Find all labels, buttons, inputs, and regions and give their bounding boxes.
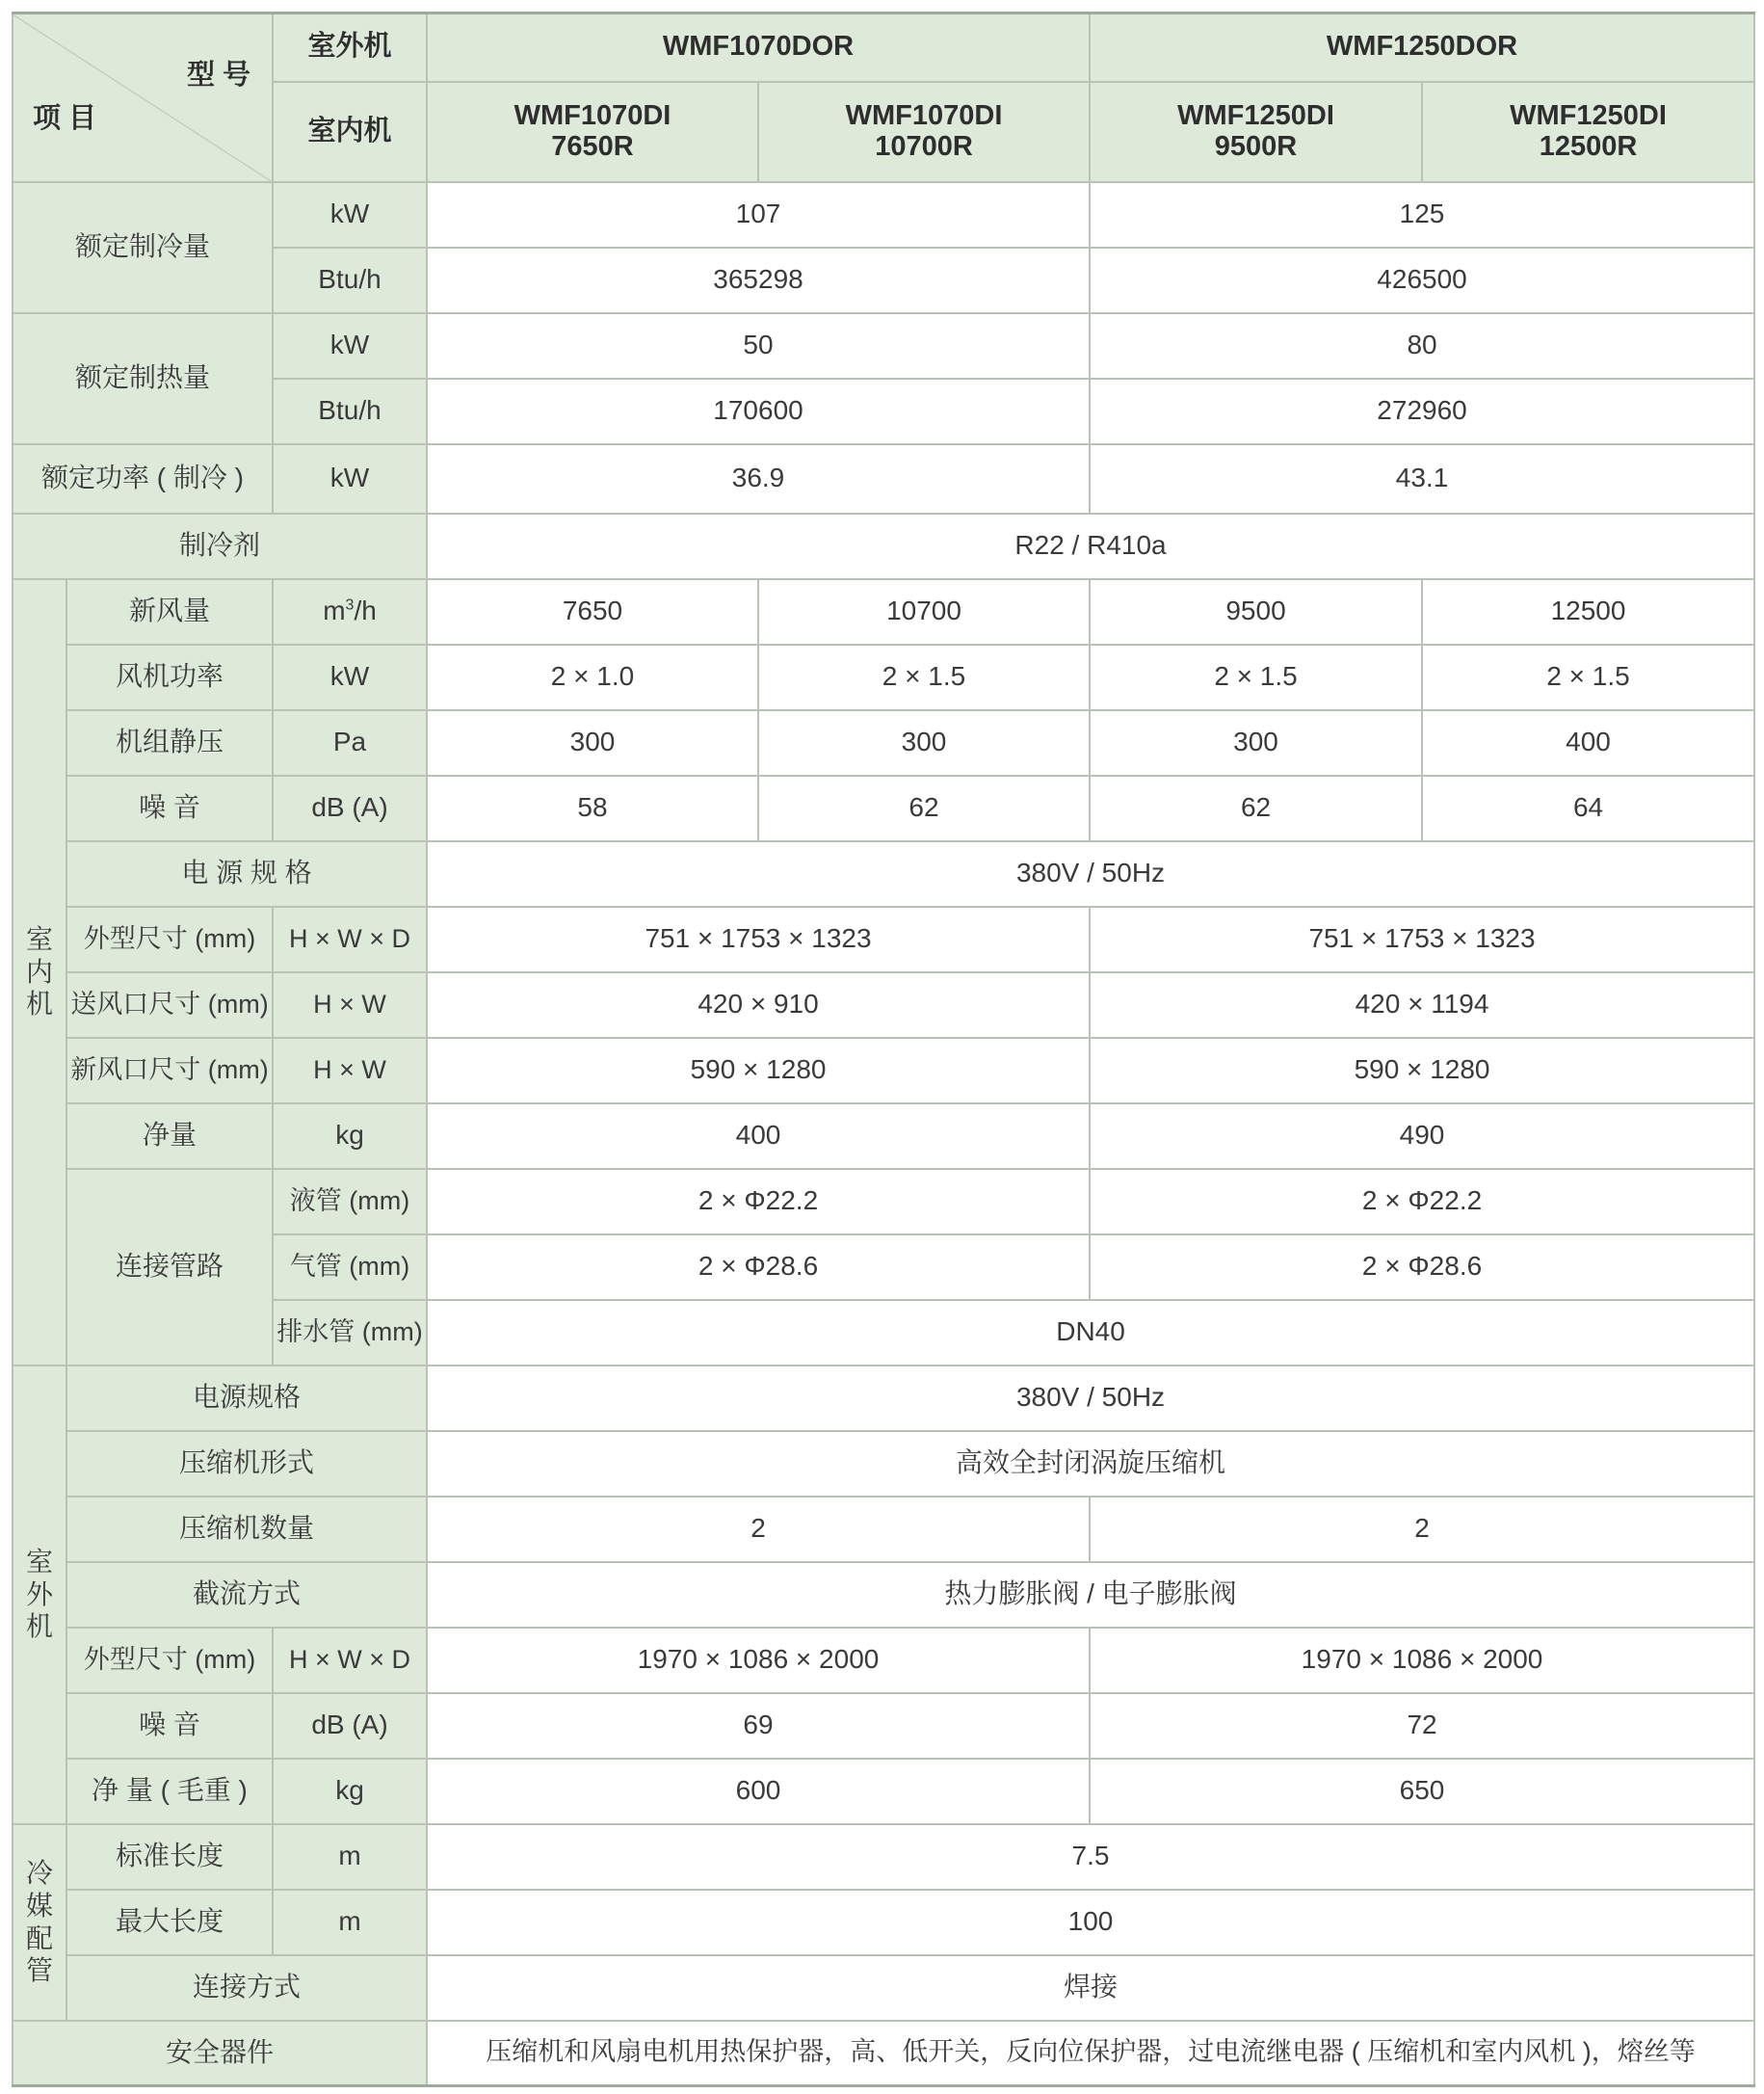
- indoor-weight-row: [13, 1103, 1754, 1169]
- heating-kw-row: [13, 313, 1754, 379]
- heating-kw-unit: kW: [273, 313, 427, 379]
- indoor-model-2-line1: WMF1070DI: [845, 99, 1003, 131]
- max-length-unit: m: [273, 1890, 427, 1955]
- throttle-label: 截流方式: [66, 1562, 427, 1628]
- standard-length-value: 7.5: [427, 1824, 1754, 1890]
- fresh-air-unit-sup: 3: [345, 596, 355, 614]
- outdoor-noise-unit: dB (A): [273, 1693, 427, 1759]
- fresh-inlet-value-2: 590 × 1280: [1090, 1038, 1754, 1103]
- standard-length-unit: m: [273, 1824, 427, 1890]
- piping-group-label: [13, 1824, 66, 2021]
- fan-power-value-4: 2 × 1.5: [1422, 645, 1754, 710]
- static-pressure-label: 机组静压: [66, 710, 273, 776]
- standard-length-row: [13, 1824, 1754, 1890]
- indoor-model-1-line2: 7650R: [551, 130, 634, 162]
- supply-outlet-value-1: 420 × 910: [427, 972, 1090, 1038]
- indoor-dimensions-unit: H × W × D: [273, 907, 427, 972]
- header-row-outdoor: [13, 13, 1754, 82]
- fan-power-value-1: 2 × 1.0: [427, 645, 758, 710]
- indoor-model-4: [1422, 82, 1754, 182]
- fresh-inlet-unit: H × W: [273, 1038, 427, 1103]
- indoor-model-4-line1: WMF1250DI: [1510, 99, 1667, 131]
- fresh-air-label: 新风量: [66, 579, 273, 645]
- drain-pipe-value: DN40: [427, 1300, 1754, 1365]
- indoor-noise-unit: dB (A): [273, 776, 427, 841]
- power-label: 额定功率 ( 制冷 ): [13, 444, 273, 514]
- outdoor-unit-header: 室外机: [273, 13, 427, 82]
- indoor-weight-value-2: 490: [1090, 1103, 1754, 1169]
- outdoor-dimensions-value-1: 1970 × 1086 × 2000: [427, 1628, 1090, 1693]
- power-value-1: 36.9: [427, 444, 1090, 514]
- fan-power-value-2: 2 × 1.5: [758, 645, 1090, 710]
- compressor-count-row: [13, 1497, 1754, 1562]
- outdoor-dimensions-row: [13, 1628, 1754, 1693]
- indoor-power-supply-label: 电 源 规 格: [66, 841, 427, 907]
- piping-group-text: 冷媒配管: [25, 1858, 53, 1986]
- cooling-kw-unit: kW: [273, 182, 427, 248]
- outdoor-weight-value-2: 650: [1090, 1759, 1754, 1824]
- safety-row: [13, 2021, 1754, 2086]
- heating-btu-value-2: 272960: [1090, 379, 1754, 444]
- outdoor-weight-row: [13, 1759, 1754, 1824]
- compressor-count-value-1: 2: [427, 1497, 1090, 1562]
- indoor-model-4-line2: 12500R: [1539, 130, 1638, 162]
- outdoor-noise-row: [13, 1693, 1754, 1759]
- cooling-btu-value-2: 426500: [1090, 248, 1754, 313]
- refrigerant-row: [13, 514, 1754, 579]
- indoor-dimensions-value-1: 751 × 1753 × 1323: [427, 907, 1090, 972]
- supply-outlet-unit: H × W: [273, 972, 427, 1038]
- item-label: 项 目: [33, 102, 97, 134]
- cooling-btu-unit: Btu/h: [273, 248, 427, 313]
- cooling-label: 额定制冷量: [13, 182, 273, 313]
- liquid-pipe-row: [13, 1169, 1754, 1234]
- fresh-air-value-2: 10700: [758, 579, 1090, 645]
- fresh-inlet-label: 新风口尺寸 (mm): [66, 1038, 273, 1103]
- power-unit: kW: [273, 444, 427, 514]
- outdoor-power-supply-label: 电源规格: [66, 1365, 427, 1431]
- liquid-pipe-label: 液管 (mm): [273, 1169, 427, 1234]
- indoor-model-3-line2: 9500R: [1214, 130, 1298, 162]
- fresh-air-value-4: 12500: [1422, 579, 1754, 645]
- outdoor-noise-value-1: 69: [427, 1693, 1090, 1759]
- throttle-row: [13, 1562, 1754, 1628]
- indoor-model-2-line2: 10700R: [875, 130, 973, 162]
- indoor-weight-unit: kg: [273, 1103, 427, 1169]
- refrigerant-label: 制冷剂: [13, 514, 427, 579]
- indoor-model-1: [427, 82, 758, 182]
- fan-power-unit: kW: [273, 645, 427, 710]
- header-row-indoor: [13, 82, 1754, 182]
- indoor-noise-label: 噪 音: [66, 776, 273, 841]
- fresh-air-unit-tail: /h: [354, 596, 377, 626]
- static-pressure-value-4: 400: [1422, 710, 1754, 776]
- piping-label: 连接管路: [66, 1169, 273, 1365]
- indoor-power-supply-value: 380V / 50Hz: [427, 841, 1754, 907]
- outdoor-group-text: 室外机: [25, 1547, 53, 1642]
- outdoor-weight-unit: kg: [273, 1759, 427, 1824]
- max-length-label: 最大长度: [66, 1890, 273, 1955]
- indoor-noise-value-1: 58: [427, 776, 758, 841]
- gas-pipe-value-1: 2 × Φ28.6: [427, 1234, 1090, 1300]
- indoor-model-2: [758, 82, 1090, 182]
- gas-pipe-label: 气管 (mm): [273, 1234, 427, 1300]
- indoor-noise-value-2: 62: [758, 776, 1090, 841]
- indoor-unit-header: 室内机: [273, 82, 427, 182]
- indoor-dimensions-value-2: 751 × 1753 × 1323: [1090, 907, 1754, 972]
- outdoor-power-supply-value: 380V / 50Hz: [427, 1365, 1754, 1431]
- header-corner: [13, 13, 273, 182]
- indoor-power-supply-row: [13, 841, 1754, 907]
- connection-label: 连接方式: [66, 1955, 427, 2021]
- outdoor-noise-value-2: 72: [1090, 1693, 1754, 1759]
- type-label: 型 号: [186, 60, 250, 91]
- indoor-group-text: 室内机: [25, 924, 53, 1020]
- static-pressure-value-2: 300: [758, 710, 1090, 776]
- cooling-kw-row: [13, 182, 1754, 248]
- supply-outlet-value-2: 420 × 1194: [1090, 972, 1754, 1038]
- outdoor-power-supply-row: [13, 1365, 1754, 1431]
- safety-value: 压缩机和风扇电机用热保护器，高、低开关，反向位保护器，过电流继电器 ( 压缩机和室内风机 )，熔丝等: [427, 2021, 1754, 2086]
- outdoor-weight-label: 净 量 ( 毛重 ): [66, 1759, 273, 1824]
- fresh-air-unit-base: m: [323, 596, 346, 626]
- indoor-weight-value-1: 400: [427, 1103, 1090, 1169]
- fresh-inlet-row: [13, 1038, 1754, 1103]
- static-pressure-value-1: 300: [427, 710, 758, 776]
- power-value-2: 43.1: [1090, 444, 1754, 514]
- safety-label: 安全器件: [13, 2021, 427, 2086]
- heating-btu-row: [13, 379, 1754, 444]
- indoor-noise-value-3: 62: [1090, 776, 1422, 841]
- indoor-weight-label: 净量: [66, 1103, 273, 1169]
- fan-power-value-3: 2 × 1.5: [1090, 645, 1422, 710]
- outdoor-model-1: WMF1070DOR: [427, 13, 1090, 82]
- outdoor-dimensions-unit: H × W × D: [273, 1628, 427, 1693]
- connection-value: 焊接: [427, 1955, 1754, 2021]
- heating-kw-value-2: 80: [1090, 313, 1754, 379]
- standard-length-label: 标准长度: [66, 1824, 273, 1890]
- outdoor-dimensions-label: 外型尺寸 (mm): [66, 1628, 273, 1693]
- heating-label: 额定制热量: [13, 313, 273, 444]
- indoor-group-label: [13, 579, 66, 1365]
- static-pressure-value-3: 300: [1090, 710, 1422, 776]
- outdoor-weight-value-1: 600: [427, 1759, 1090, 1824]
- indoor-model-3-line1: WMF1250DI: [1177, 99, 1334, 131]
- compressor-count-value-2: 2: [1090, 1497, 1754, 1562]
- compressor-type-row: [13, 1431, 1754, 1497]
- compressor-type-value: 高效全封闭涡旋压缩机: [427, 1431, 1754, 1497]
- fresh-air-value-1: 7650: [427, 579, 758, 645]
- outdoor-dimensions-value-2: 1970 × 1086 × 2000: [1090, 1628, 1754, 1693]
- static-pressure-row: [13, 710, 1754, 776]
- cooling-btu-row: [13, 248, 1754, 313]
- heating-kw-value-1: 50: [427, 313, 1090, 379]
- drain-pipe-label: 排水管 (mm): [273, 1300, 427, 1365]
- compressor-count-label: 压缩机数量: [66, 1497, 427, 1562]
- fresh-air-unit: [273, 579, 427, 645]
- indoor-model-1-line1: WMF1070DI: [513, 99, 671, 131]
- connection-row: [13, 1955, 1754, 2021]
- drain-pipe-row: [13, 1300, 1754, 1365]
- fan-power-row: [13, 645, 1754, 710]
- indoor-noise-value-4: 64: [1422, 776, 1754, 841]
- throttle-value: 热力膨胀阀 / 电子膨胀阀: [427, 1562, 1754, 1628]
- refrigerant-value: R22 / R410a: [427, 514, 1754, 579]
- indoor-dimensions-label: 外型尺寸 (mm): [66, 907, 273, 972]
- indoor-dimensions-row: [13, 907, 1754, 972]
- liquid-pipe-value-1: 2 × Φ22.2: [427, 1169, 1090, 1234]
- supply-outlet-label: 送风口尺寸 (mm): [66, 972, 273, 1038]
- heating-btu-value-1: 170600: [427, 379, 1090, 444]
- cooling-btu-value-1: 365298: [427, 248, 1090, 313]
- gas-pipe-value-2: 2 × Φ28.6: [1090, 1234, 1754, 1300]
- power-row: [13, 444, 1754, 514]
- indoor-model-3: [1090, 82, 1422, 182]
- outdoor-group-label: [13, 1365, 66, 1824]
- fan-power-label: 风机功率: [66, 645, 273, 710]
- liquid-pipe-value-2: 2 × Φ22.2: [1090, 1169, 1754, 1234]
- spec-table: [12, 12, 1755, 2087]
- fresh-air-value-3: 9500: [1090, 579, 1422, 645]
- outdoor-model-2: WMF1250DOR: [1090, 13, 1754, 82]
- fresh-inlet-value-1: 590 × 1280: [427, 1038, 1090, 1103]
- fresh-air-row: [13, 579, 1754, 645]
- heating-btu-unit: Btu/h: [273, 379, 427, 444]
- cooling-kw-value-1: 107: [427, 182, 1090, 248]
- gas-pipe-row: [13, 1234, 1754, 1300]
- compressor-type-label: 压缩机形式: [66, 1431, 427, 1497]
- static-pressure-unit: Pa: [273, 710, 427, 776]
- indoor-noise-row: [13, 776, 1754, 841]
- outdoor-noise-label: 噪 音: [66, 1693, 273, 1759]
- max-length-value: 100: [427, 1890, 1754, 1955]
- supply-outlet-row: [13, 972, 1754, 1038]
- max-length-row: [13, 1890, 1754, 1955]
- cooling-kw-value-2: 125: [1090, 182, 1754, 248]
